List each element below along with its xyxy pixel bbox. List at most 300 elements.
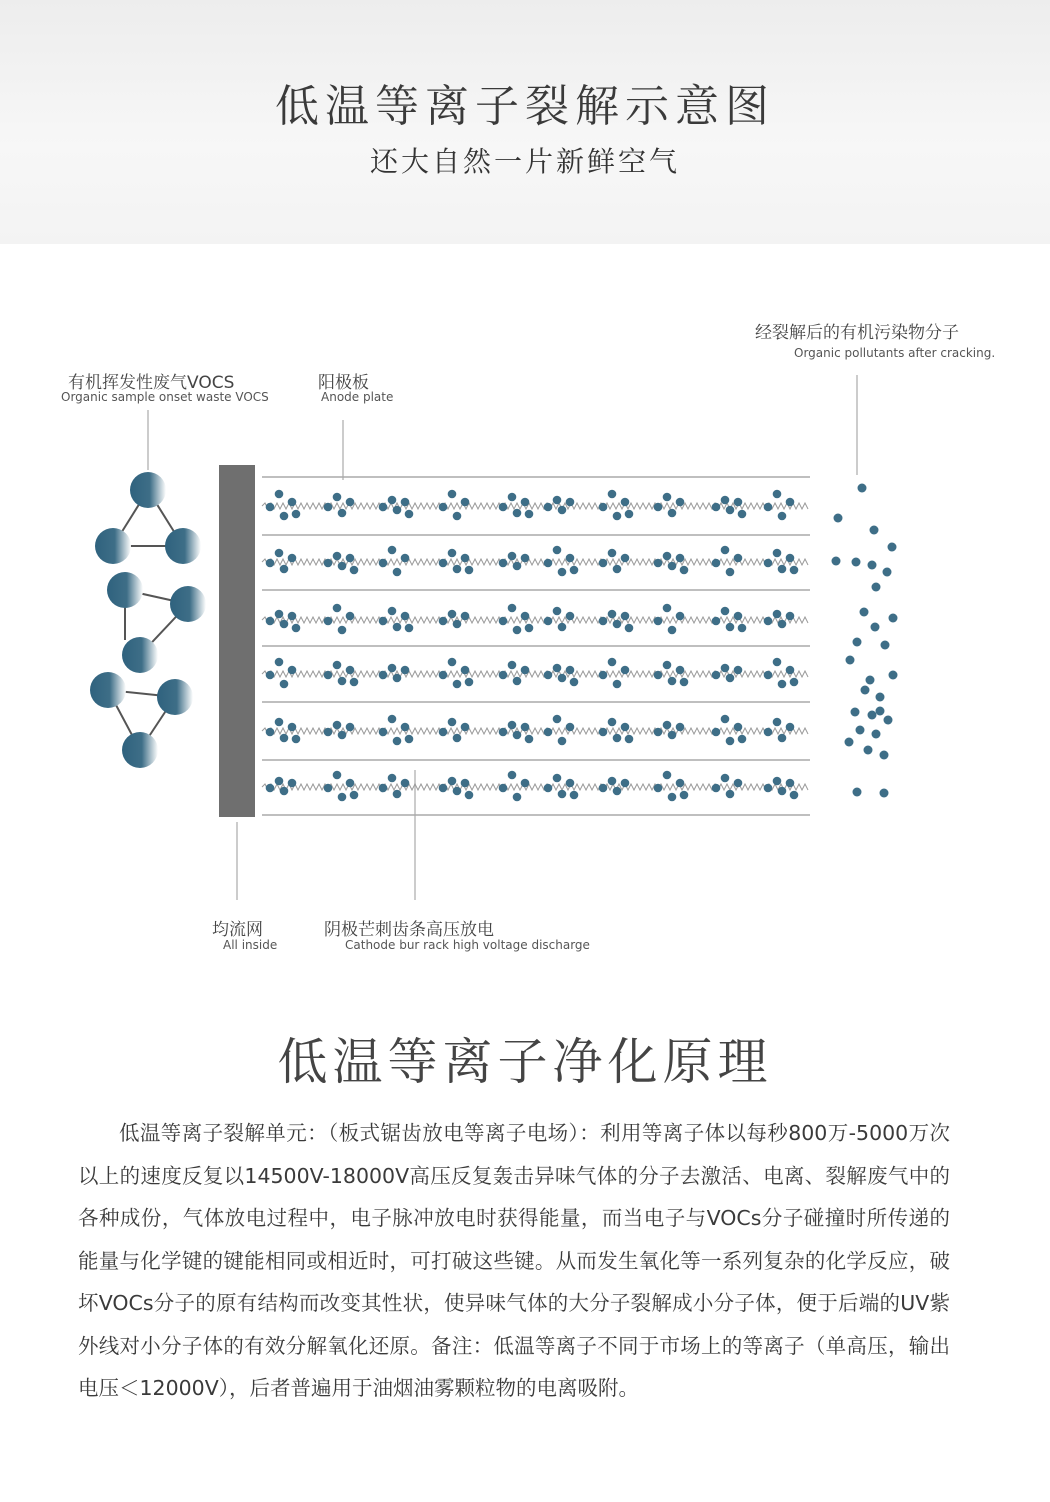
cracked-molecule xyxy=(764,728,773,737)
cracked-molecule xyxy=(448,658,457,667)
cracked-molecule xyxy=(266,559,275,568)
cracked-molecule xyxy=(346,612,355,621)
cracked-molecule xyxy=(778,680,787,689)
cracked-molecule xyxy=(275,777,284,786)
cracked-molecule xyxy=(668,793,677,802)
cracked-molecule xyxy=(790,566,799,575)
cracked-molecule xyxy=(558,506,567,515)
cracked-molecule xyxy=(608,718,617,727)
vocs-molecule xyxy=(157,679,193,715)
cracked-molecule xyxy=(401,498,410,507)
cracked-molecule xyxy=(346,554,355,563)
cracked-molecule xyxy=(778,565,787,574)
cracked-molecule xyxy=(558,623,567,632)
cracked-molecule xyxy=(288,498,297,507)
cracked-molecule xyxy=(676,779,685,788)
cracked-molecule xyxy=(786,779,795,788)
cracked-molecule xyxy=(880,789,889,798)
cracked-molecule xyxy=(599,559,608,568)
cracked-molecule xyxy=(871,623,880,632)
cracked-molecule xyxy=(676,612,685,621)
cracked-molecule xyxy=(508,721,517,730)
cracked-molecule xyxy=(280,787,289,796)
cracked-molecule xyxy=(393,737,402,746)
cracked-molecule xyxy=(280,620,289,629)
cracked-molecule xyxy=(379,503,388,512)
cracked-molecule xyxy=(288,666,297,675)
cracked-molecule xyxy=(508,604,517,613)
cracked-molecule xyxy=(613,680,622,689)
vocs-molecule xyxy=(107,572,143,608)
vocs-molecules xyxy=(90,472,206,768)
cracked-molecule xyxy=(388,664,397,673)
cracked-molecule xyxy=(663,604,672,613)
cracked-molecule xyxy=(275,549,284,558)
cracked-molecule xyxy=(388,715,397,724)
cracked-molecule xyxy=(333,771,342,780)
page-subtitle: 还大自然一片新鲜空气 xyxy=(369,145,680,178)
cracked-molecule xyxy=(712,728,721,737)
cracked-molecule xyxy=(764,784,773,793)
cracked-molecule xyxy=(852,558,861,567)
cracked-molecule xyxy=(778,787,787,796)
cracked-molecule xyxy=(621,612,630,621)
cracked-molecule xyxy=(521,554,530,563)
cracked-molecule xyxy=(288,612,297,621)
cracked-molecule xyxy=(845,738,854,747)
cracked-molecule xyxy=(764,559,773,568)
cracked-molecule xyxy=(608,777,617,786)
cracked-molecule xyxy=(401,666,410,675)
cracked-molecule xyxy=(726,568,735,577)
cracked-molecule xyxy=(333,721,342,730)
flow-grid-plate xyxy=(219,465,255,817)
cracked-molecule xyxy=(773,490,782,499)
cracked-molecule xyxy=(668,509,677,518)
cracked-molecule xyxy=(288,723,297,732)
cracked-molecule xyxy=(889,614,898,623)
cracked-molecule xyxy=(453,680,462,689)
cracked-molecule xyxy=(858,484,867,493)
cracked-molecule xyxy=(599,671,608,680)
cracked-molecule xyxy=(333,604,342,613)
cracked-molecule xyxy=(726,674,735,683)
cracked-molecule xyxy=(499,728,508,737)
label-grid-cn: 均流网 xyxy=(212,920,263,940)
cracked-molecule xyxy=(525,735,534,744)
cracked-molecule xyxy=(734,723,743,732)
cracked-molecule xyxy=(553,607,562,616)
cracked-molecule xyxy=(346,666,355,675)
cracked-molecule xyxy=(350,791,359,800)
cracked-molecule xyxy=(448,777,457,786)
cracked-molecule xyxy=(553,496,562,505)
cracked-molecule xyxy=(599,728,608,737)
cracked-molecule xyxy=(292,624,301,633)
cracked-molecule xyxy=(570,791,579,800)
cracked-molecule xyxy=(786,554,795,563)
cracked-molecule xyxy=(333,493,342,502)
cracked-molecule xyxy=(499,559,508,568)
cracked-molecule xyxy=(461,498,470,507)
cracked-molecule xyxy=(654,559,663,568)
cracked-molecule xyxy=(499,503,508,512)
cracked-molecule xyxy=(324,728,333,737)
cracked-molecule xyxy=(786,498,795,507)
cracked-molecule xyxy=(608,490,617,499)
cracked-molecule xyxy=(439,503,448,512)
cracked-molecule xyxy=(439,559,448,568)
cracked-molecule xyxy=(521,723,530,732)
cracked-molecule xyxy=(764,671,773,680)
cracked-molecule xyxy=(676,666,685,675)
cracked-molecule xyxy=(439,617,448,626)
cracked-molecule xyxy=(346,779,355,788)
cracked-molecule xyxy=(566,554,575,563)
cracked-molecule xyxy=(851,708,860,717)
cracked-molecule xyxy=(764,617,773,626)
cracked-molecule xyxy=(333,661,342,670)
cracked-molecule xyxy=(721,607,730,616)
cracked-molecule xyxy=(558,674,567,683)
cracked-molecule xyxy=(773,610,782,619)
cracked-molecule xyxy=(544,559,553,568)
cracked-molecule xyxy=(613,565,622,574)
cracked-molecule xyxy=(338,626,347,635)
cracked-molecule xyxy=(324,503,333,512)
cracked-molecule xyxy=(508,661,517,670)
cracked-molecule xyxy=(405,510,414,519)
cracked-molecule xyxy=(773,549,782,558)
cracked-molecule xyxy=(379,671,388,680)
cracked-molecule xyxy=(778,512,787,521)
cracked-molecule xyxy=(324,617,333,626)
cracked-molecule xyxy=(668,562,677,571)
cracked-molecule xyxy=(324,671,333,680)
cracked-molecule xyxy=(521,779,530,788)
cracked-molecule xyxy=(778,734,787,743)
cracked-molecule xyxy=(401,612,410,621)
cracked-molecule xyxy=(721,546,730,555)
cracked-molecule xyxy=(513,626,522,635)
cracked-molecule xyxy=(439,728,448,737)
cracked-molecule xyxy=(832,557,841,566)
cracked-molecule xyxy=(275,610,284,619)
cracked-molecule xyxy=(872,583,881,592)
cracked-molecule xyxy=(461,666,470,675)
label-cracked-en: Organic pollutants after cracking. xyxy=(794,346,996,360)
cracked-molecule xyxy=(388,607,397,616)
cracked-molecule xyxy=(338,677,347,686)
cracked-molecule xyxy=(324,559,333,568)
cracked-molecule xyxy=(621,666,630,675)
cracked-molecule xyxy=(288,779,297,788)
cracked-molecule xyxy=(654,728,663,737)
cracked-molecule xyxy=(508,771,517,780)
cracked-molecule xyxy=(275,658,284,667)
cracked-molecule xyxy=(856,726,865,735)
cracked-molecule xyxy=(333,552,342,561)
cracked-molecule xyxy=(405,624,414,633)
cracked-molecule xyxy=(379,728,388,737)
cracked-molecule xyxy=(654,671,663,680)
cracked-molecule xyxy=(721,715,730,724)
cracked-molecule xyxy=(525,510,534,519)
cracked-molecule xyxy=(721,496,730,505)
cracked-molecule xyxy=(853,788,862,797)
cracked-molecule xyxy=(448,490,457,499)
cracked-molecule xyxy=(521,612,530,621)
cracked-molecule xyxy=(388,546,397,555)
cracked-molecule xyxy=(388,774,397,783)
label-grid-en: All inside xyxy=(223,938,278,952)
label-vocs-en: Organic sample onset waste VOCS xyxy=(61,390,269,404)
cracked-molecule xyxy=(712,503,721,512)
cracked-molecule xyxy=(350,566,359,575)
cracked-molecule xyxy=(613,734,622,743)
cracked-molecule xyxy=(275,718,284,727)
cracked-molecule xyxy=(888,543,897,552)
cracked-molecule xyxy=(338,509,347,518)
cracked-molecule xyxy=(544,728,553,737)
cracked-molecule xyxy=(712,784,721,793)
cracked-molecule xyxy=(738,510,747,519)
cracked-molecule xyxy=(379,617,388,626)
vocs-molecule xyxy=(130,472,166,508)
cracked-molecule xyxy=(870,526,879,535)
cracked-molecule xyxy=(448,549,457,558)
cracked-molecule xyxy=(599,784,608,793)
cracked-molecule xyxy=(566,612,575,621)
cracked-molecule xyxy=(439,671,448,680)
cracked-molecule xyxy=(453,512,462,521)
label-cracked-cn: 经裂解后的有机污染物分子 xyxy=(755,323,959,343)
plasma-diagram xyxy=(0,300,1050,900)
cracked-molecule xyxy=(668,626,677,635)
cracked-molecule xyxy=(726,623,735,632)
cracked-molecule xyxy=(453,620,462,629)
cracked-molecule xyxy=(621,554,630,563)
cracked-molecule xyxy=(625,510,634,519)
cracked-molecule xyxy=(338,793,347,802)
cracked-molecule xyxy=(393,674,402,683)
cracked-molecule xyxy=(553,546,562,555)
cracked-molecule xyxy=(521,666,530,675)
cracked-molecule xyxy=(379,784,388,793)
vocs-molecule xyxy=(90,672,126,708)
cracked-molecule xyxy=(738,624,747,633)
cracked-molecule xyxy=(860,608,869,617)
cracked-molecule xyxy=(461,612,470,621)
cracked-molecule xyxy=(544,784,553,793)
cracked-molecule xyxy=(861,686,870,695)
principle-paragraph: 低温等离子裂解单元：（板式锯齿放电等离子电场）：利用等离子体以每秒800万-5000万次以上的速度反复以14500V-18000V高压反复轰击异味气体的分子去激活、电离、裂解废气中的各种成份，气体放电过程中，电子脉冲放电时获得能量，而当电子与VOCs分子碰撞时所传递的能量与化学键的键能相同或相近时，可打破这些键。从而发生氧化等一系列复杂的化学反应，破坏VOCs分子的原有结构而改变其性状，使异味气体的大分子裂解成小分子体，便于后端的UV紫外线对小分子体的有效分解氧化还原。备注：低温等离子不同于市场上的等离子（单高压，输出电压＜12000V），后者普遍用于油烟油雾颗粒物的电离吸附。 xyxy=(78,1121,950,1400)
cracked-molecule xyxy=(712,671,721,680)
cracked-molecule xyxy=(388,496,397,505)
cracked-molecule xyxy=(734,666,743,675)
cracked-molecule xyxy=(663,493,672,502)
cracked-molecule xyxy=(292,510,301,519)
cathode-zigzag xyxy=(262,617,808,623)
cracked-molecule xyxy=(439,784,448,793)
cracked-molecule xyxy=(726,737,735,746)
cracked-molecule xyxy=(508,552,517,561)
cracked-molecule xyxy=(558,790,567,799)
cracked-molecule xyxy=(880,751,889,760)
cracked-molecule xyxy=(558,568,567,577)
cracked-molecule xyxy=(866,676,875,685)
cracked-molecule xyxy=(266,503,275,512)
cracked-molecule xyxy=(465,678,474,687)
vocs-molecule xyxy=(95,528,131,564)
cracked-molecule xyxy=(884,716,893,725)
cracked-molecule xyxy=(846,656,855,665)
cracked-molecule xyxy=(668,731,677,740)
anode-plates xyxy=(262,477,810,815)
cracked-molecule xyxy=(726,790,735,799)
cracked-molecule xyxy=(868,561,877,570)
cracked-molecule xyxy=(448,718,457,727)
cracked-molecule xyxy=(513,731,522,740)
cracked-molecule xyxy=(553,664,562,673)
cracked-molecule xyxy=(853,638,862,647)
cracked-molecule xyxy=(773,718,782,727)
cracked-molecule xyxy=(461,723,470,732)
label-anode-en: Anode plate xyxy=(321,390,394,404)
cracked-molecule xyxy=(324,784,333,793)
cracked-molecule xyxy=(734,779,743,788)
cracked-molecule xyxy=(401,723,410,732)
cracked-molecule xyxy=(448,610,457,619)
cracked-molecule xyxy=(266,728,275,737)
cracked-molecule xyxy=(379,559,388,568)
cracked-molecule xyxy=(558,737,567,746)
cracked-molecule xyxy=(453,787,462,796)
cracked-molecule xyxy=(461,779,470,788)
cracked-molecule xyxy=(465,566,474,575)
cracked-molecule xyxy=(280,565,289,574)
cracked-molecule xyxy=(599,617,608,626)
cracked-molecule xyxy=(525,624,534,633)
cracked-molecule xyxy=(288,554,297,563)
cracked-molecule xyxy=(676,498,685,507)
cracked-molecule xyxy=(499,784,508,793)
cracked-molecule xyxy=(786,612,795,621)
cracked-molecule xyxy=(499,617,508,626)
cracked-molecule xyxy=(608,658,617,667)
cracked-molecule xyxy=(663,771,672,780)
cracked-molecule xyxy=(721,664,730,673)
cracked-molecule xyxy=(625,735,634,744)
cracked-molecule xyxy=(280,734,289,743)
section-title: 低温等离子净化原理 xyxy=(277,1033,773,1091)
cracked-molecule xyxy=(734,498,743,507)
cracked-molecule xyxy=(613,620,622,629)
cracked-molecule xyxy=(280,680,289,689)
cracked-molecule xyxy=(346,498,355,507)
cracked-molecule xyxy=(663,721,672,730)
cracked-molecule xyxy=(405,735,414,744)
cracked-molecule xyxy=(566,779,575,788)
cracked-molecule xyxy=(876,693,885,702)
cracked-molecule xyxy=(401,779,410,788)
cracked-molecule xyxy=(393,790,402,799)
vocs-molecule xyxy=(122,637,158,673)
cracked-molecule xyxy=(738,735,747,744)
cracked-molecule xyxy=(570,678,579,687)
label-anode-cn: 阳极板 xyxy=(318,373,369,393)
page-title: 低温等离子裂解示意图 xyxy=(275,81,775,132)
cracked-molecule xyxy=(712,559,721,568)
cracked-molecule xyxy=(553,715,562,724)
cracked-molecule xyxy=(726,506,735,515)
cracked-molecule xyxy=(680,791,689,800)
cracked-molecule xyxy=(621,779,630,788)
cracked-molecule xyxy=(453,565,462,574)
cracked-molecule xyxy=(544,617,553,626)
cracked-molecule xyxy=(461,554,470,563)
cracked-molecules xyxy=(266,484,898,802)
vocs-molecule xyxy=(170,586,206,622)
cracked-molecule xyxy=(393,568,402,577)
cracked-molecule xyxy=(621,723,630,732)
label-cathode-cn: 阴极芒刺齿条高压放电 xyxy=(324,920,494,940)
cracked-molecule xyxy=(338,731,347,740)
cracked-molecule xyxy=(881,641,890,650)
cracked-molecule xyxy=(654,503,663,512)
cracked-molecule xyxy=(275,490,284,499)
cracked-molecule xyxy=(868,711,877,720)
cracked-molecule xyxy=(864,746,873,755)
vocs-molecule xyxy=(165,528,201,564)
cracked-molecule xyxy=(266,671,275,680)
cracked-molecule xyxy=(566,498,575,507)
cracked-molecule xyxy=(734,554,743,563)
cracked-molecule xyxy=(786,666,795,675)
cathode-zigzag xyxy=(262,784,808,790)
cracked-molecule xyxy=(654,784,663,793)
cracked-molecule xyxy=(499,671,508,680)
cracked-molecule xyxy=(790,678,799,687)
cracked-molecule xyxy=(521,498,530,507)
cracked-molecule xyxy=(680,566,689,575)
cracked-molecule xyxy=(338,562,347,571)
cracked-molecule xyxy=(280,512,289,521)
cracked-molecule xyxy=(350,678,359,687)
cracked-molecule xyxy=(786,723,795,732)
cracked-molecule xyxy=(712,617,721,626)
cracked-molecule xyxy=(465,791,474,800)
cracked-molecule xyxy=(889,671,898,680)
cracked-molecule xyxy=(393,623,402,632)
cracked-molecule xyxy=(608,549,617,558)
label-cathode-en: Cathode bur rack high voltage discharge xyxy=(345,938,590,952)
cracked-molecule xyxy=(292,735,301,744)
cracked-molecule xyxy=(654,617,663,626)
cracked-molecule xyxy=(513,793,522,802)
cracked-molecule xyxy=(872,730,881,739)
cracked-molecule xyxy=(834,514,843,523)
cracked-molecule xyxy=(513,562,522,571)
cracked-molecule xyxy=(393,506,402,515)
cracked-molecule xyxy=(266,784,275,793)
cracked-molecule xyxy=(663,552,672,561)
label-vocs-cn: 有机挥发性废气VOCS xyxy=(68,373,235,393)
cracked-molecule xyxy=(668,677,677,686)
cracked-molecule xyxy=(613,787,622,796)
cracked-molecule xyxy=(773,777,782,786)
cracked-molecule xyxy=(544,671,553,680)
